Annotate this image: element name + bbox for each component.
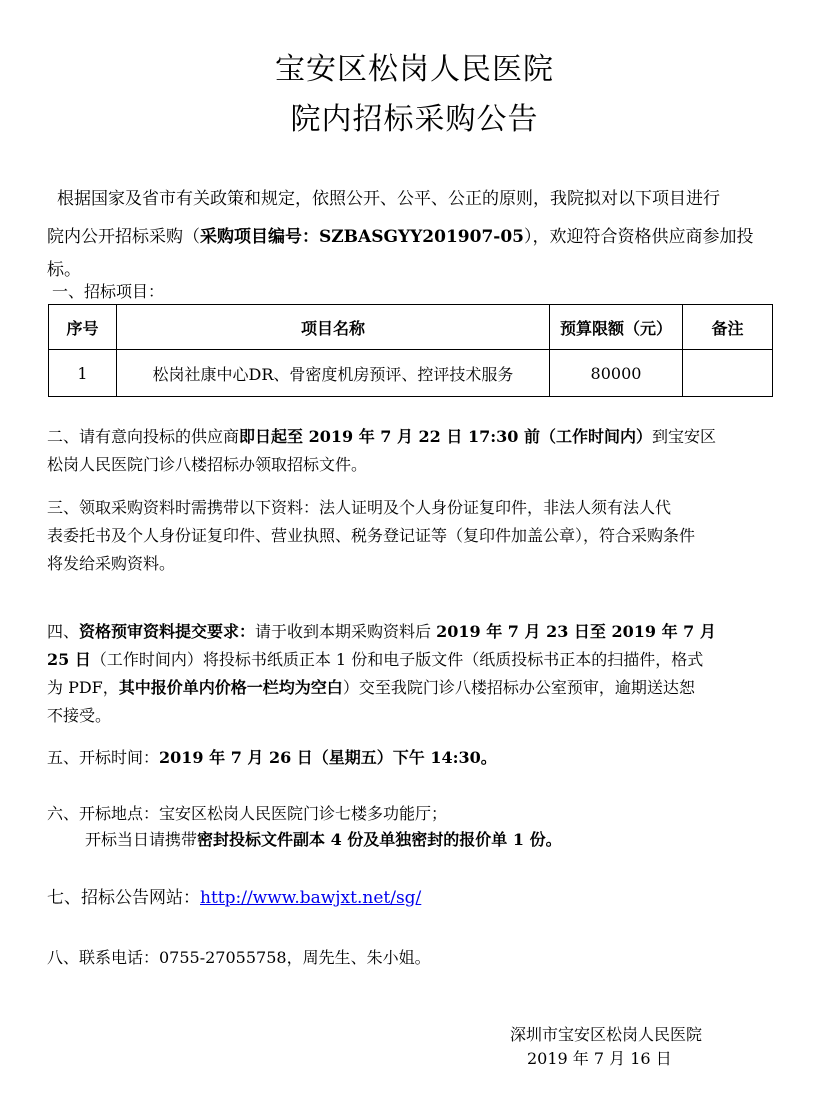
intro-line2	[47, 218, 783, 256]
section6-paragraph	[47, 801, 783, 853]
section4-line3	[47, 674, 783, 702]
intro-line2-pre: 院内公开招标采购（	[47, 227, 200, 247]
section5-prefix: 五、开标时间：	[47, 748, 160, 767]
section4-p5: ）交至我院门诊八楼招标办公室预审，逾期送达恕	[342, 678, 695, 697]
cell-name: 松岗社康中心DR、骨密度机房预评、控评技术服务	[117, 350, 550, 397]
section4-p3: （工作时间内）将投标书纸质正本 1 份和电子版文件（纸质投标书正本的扫描件，格式	[90, 650, 704, 669]
cell-note	[683, 350, 773, 397]
section1-heading: 一、招标项目：	[52, 282, 165, 301]
document-title-line1: 宝安区松岗人民医院	[275, 52, 554, 87]
section6-line2	[47, 827, 783, 853]
section7-label: 七、招标公告网站：	[47, 888, 200, 908]
section2-line2: 松岗人民医院门诊八楼招标办领取招标文件。	[47, 455, 368, 474]
signature-date: 2019 年 7 月 16 日	[527, 1049, 672, 1068]
section2-paragraph	[47, 423, 783, 479]
table-header-row	[49, 305, 773, 350]
section6-line2-pre: 开标当日请携带	[85, 830, 198, 849]
section6-line1: 六、开标地点：宝安区松岗人民医院门诊七楼多功能厅；	[47, 804, 448, 823]
section3-line2: 表委托书及个人身份证复印件、营业执照、税务登记证等（复印件加盖公章），符合采购条件	[47, 526, 696, 545]
tender-website-link[interactable]: http://www.bawjxt.net/sg/	[200, 888, 422, 908]
section4-p1: 四、	[47, 622, 80, 641]
section2-suffix: 到宝安区	[651, 427, 716, 446]
cell-no: 1	[49, 350, 117, 397]
section4-p2: 请于收到本期采购资料后	[255, 622, 437, 641]
table-row	[49, 350, 773, 397]
section4-line4: 不接受。	[47, 706, 112, 725]
section8-paragraph: 八、联系电话：0755-27055758，周先生、朱小姐。	[47, 948, 431, 967]
cell-budget: 80000	[550, 350, 683, 397]
col-header-budget: 预算限额（元）	[550, 305, 683, 350]
section3-line3: 将发给采购资料。	[47, 554, 176, 573]
section4-b3: 25 日	[47, 650, 91, 669]
section4-b2: 2019 年 7 月 23 日至 2019 年 7 月	[436, 622, 716, 641]
section6-line2-bold: 密封投标文件副本 4 份及单独密封的报价单 1 份。	[197, 830, 562, 849]
section2-deadline: 即日起至 2019 年 7 月 22 日 17:30 前（工作时间内）	[239, 427, 652, 446]
signature-org: 深圳市宝安区松岗人民医院	[510, 1025, 703, 1044]
section4-p4: 为 PDF，	[47, 678, 119, 697]
intro-paragraph	[47, 180, 783, 284]
col-header-no: 序号	[49, 305, 117, 350]
section2-prefix: 二、请有意向投标的供应商	[47, 427, 240, 446]
col-header-note: 备注	[683, 305, 773, 350]
section4-b1: 资格预审资料提交要求：	[79, 622, 256, 641]
section4-line2	[47, 646, 783, 674]
intro-line3: 标。	[47, 260, 81, 280]
section2-line1	[47, 423, 783, 451]
tender-items-table	[48, 304, 773, 397]
section5-paragraph	[47, 748, 783, 768]
intro-line2-post: ），欢迎符合资格供应商参加投	[524, 227, 754, 247]
section5-opening-time: 2019 年 7 月 26 日（星期五）下午 14:30。	[159, 748, 497, 767]
section3-line1: 三、领取采购资料时需携带以下资料：法人证明及个人身份证复印件，非法人须有法人代	[47, 498, 672, 517]
section4-line1	[47, 618, 783, 646]
col-header-name: 项目名称	[117, 305, 550, 350]
section4-b4: 其中报价单内价格一栏均为空白	[118, 678, 343, 697]
section7-paragraph	[47, 888, 783, 908]
intro-line1: 根据国家及省市有关政策和规定，依照公开、公平、公正的原则，我院拟对以下项目进行	[57, 189, 720, 209]
section4-paragraph	[47, 618, 783, 730]
document-title-line2: 院内招标采购公告	[290, 102, 539, 137]
procurement-number: 采购项目编号：SZBASGYY201907-05	[200, 227, 524, 247]
section3-paragraph	[47, 494, 783, 578]
